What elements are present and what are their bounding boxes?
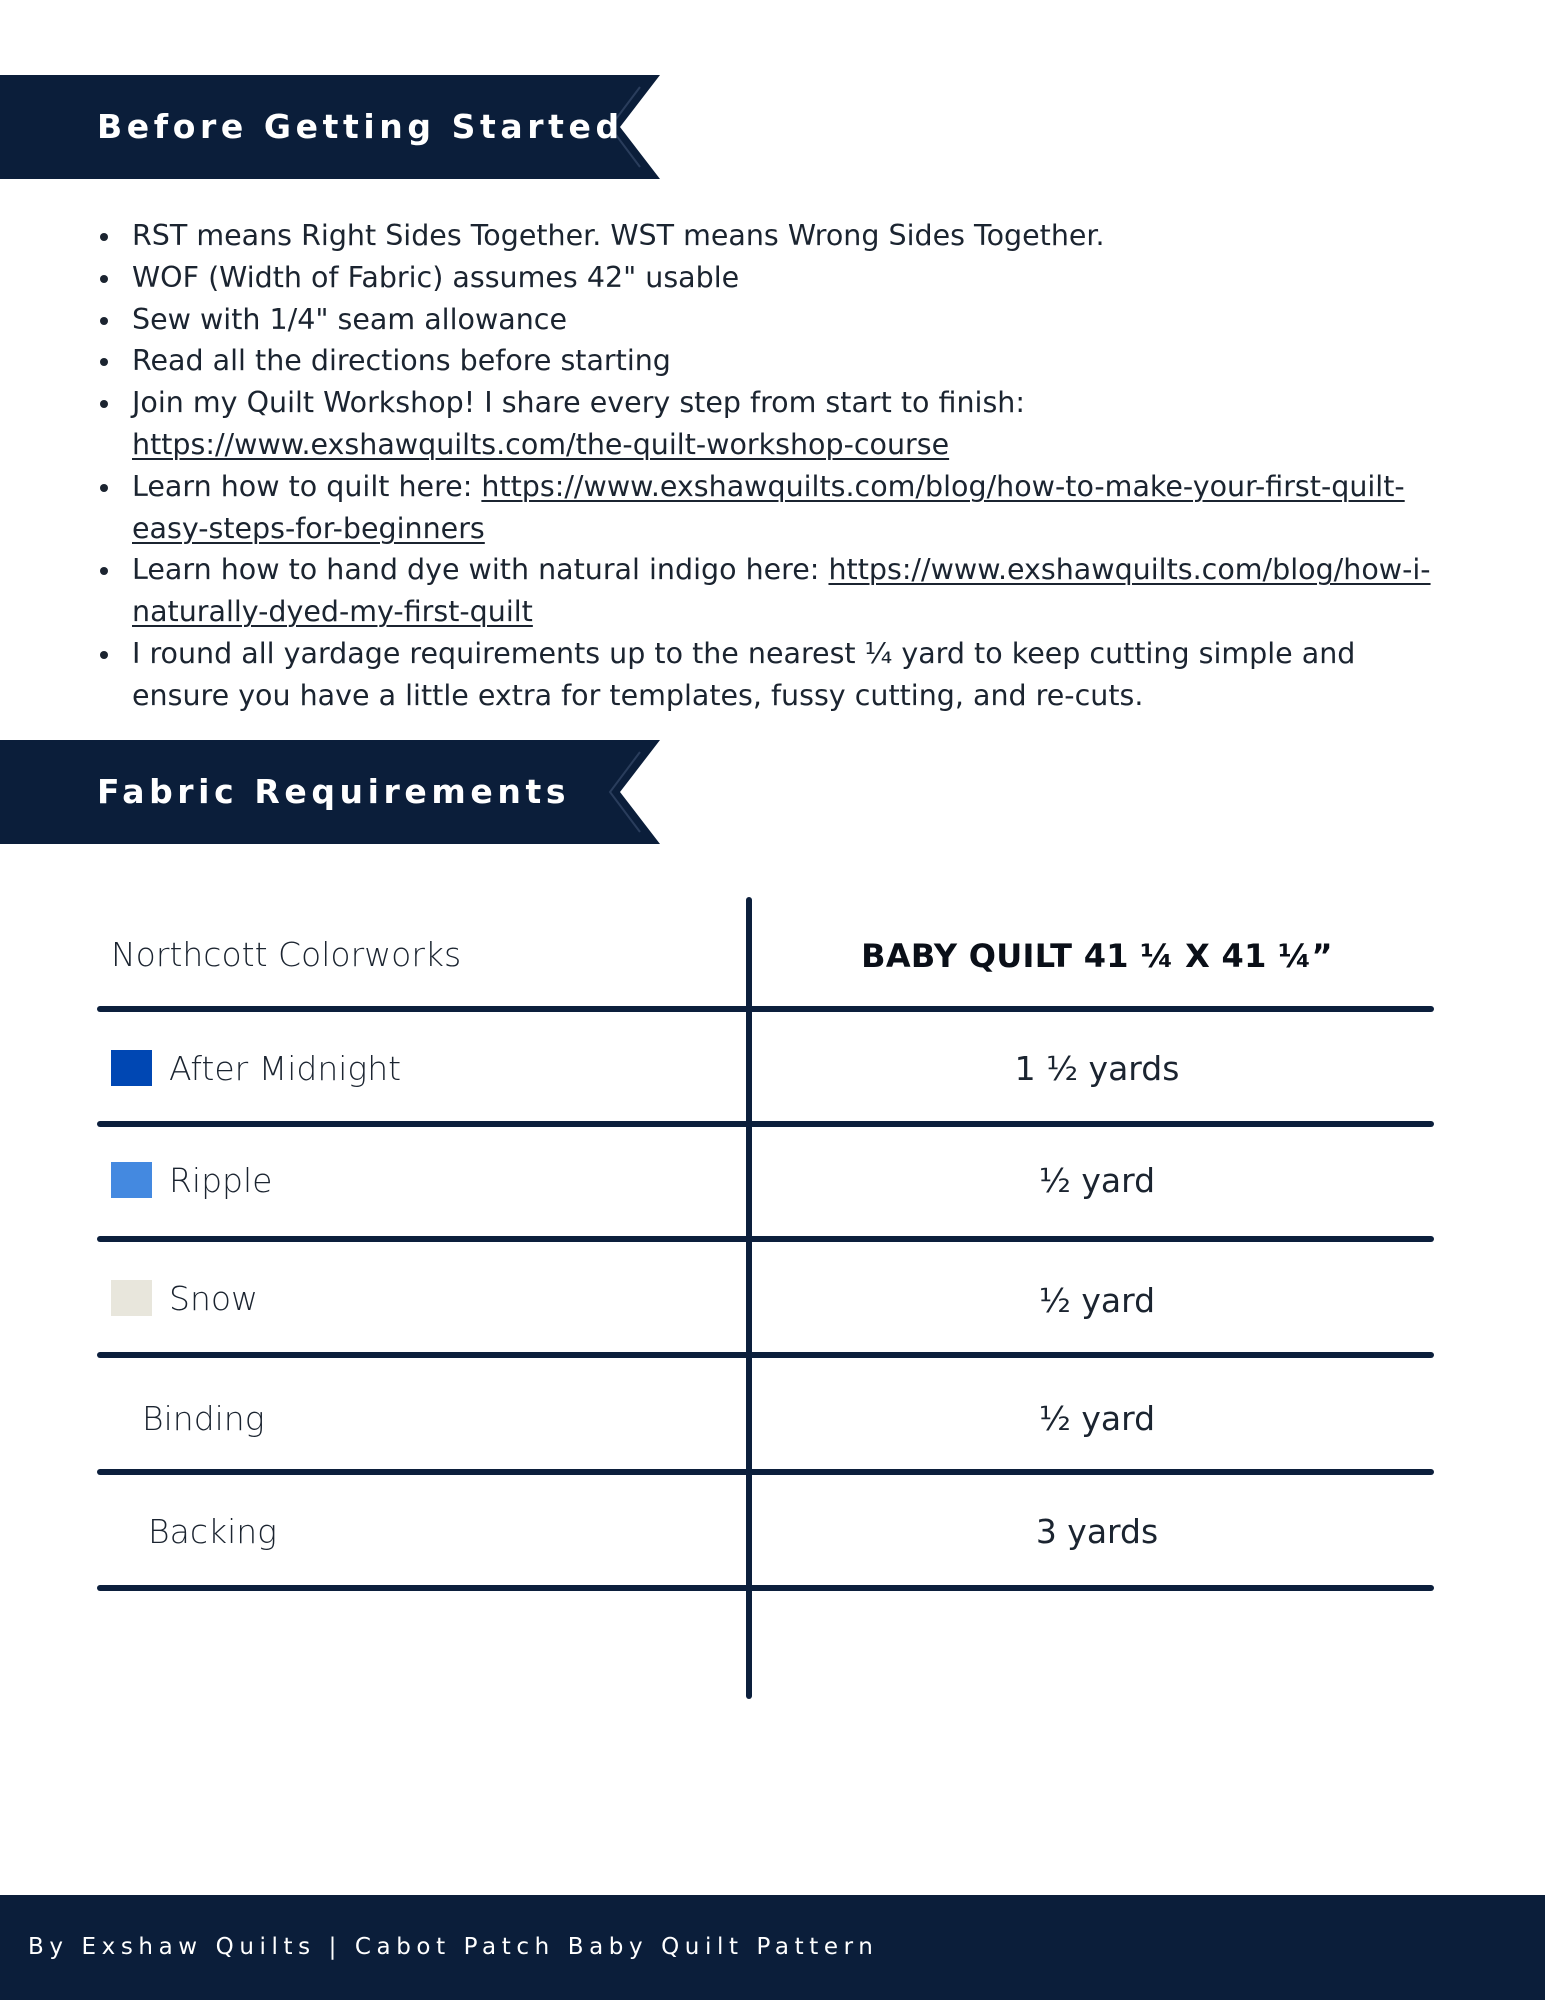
fabric-amount bbox=[760, 1244, 1434, 1356]
list-item: Join my Quilt Workshop! I share every step from start to finish: https://www.exshawquilts.com/the-quilt-workshop-course bbox=[97, 382, 1437, 466]
section-banner-fabric-requirements bbox=[0, 740, 660, 844]
table-row bbox=[111, 1475, 768, 1587]
quilt-size-label: BABY QUILT 41 ¼ X 41 ¼” bbox=[861, 937, 1333, 975]
table-row bbox=[111, 1012, 731, 1124]
table-row-divider bbox=[97, 1585, 1434, 1591]
fabric-name: Binding bbox=[142, 1398, 265, 1438]
section-title: Before Getting Started bbox=[97, 107, 624, 146]
fabric-name: Snow bbox=[169, 1278, 259, 1318]
list-item: WOF (Width of Fabric) assumes 42" usable bbox=[97, 257, 1437, 299]
table-row bbox=[111, 1362, 762, 1474]
fabric-amount bbox=[760, 1362, 1434, 1474]
table-row bbox=[111, 1242, 731, 1354]
table-header-left bbox=[111, 898, 731, 1010]
learn-to-quilt-link[interactable]: https://www.exshawquilts.com/blog/how-to-make-your-first-quilt-easy-steps-for-beginners bbox=[132, 469, 1405, 545]
amount-value: ½ yard bbox=[1038, 1160, 1156, 1200]
fabric-name: Ripple bbox=[169, 1160, 273, 1200]
footer-credit: By Exshaw Quilts | Cabot Patch Baby Quilt Pattern bbox=[28, 1934, 879, 1960]
fabric-name: Backing bbox=[148, 1511, 277, 1551]
color-swatch bbox=[111, 1162, 152, 1198]
header-label: Northcott Colorworks bbox=[111, 934, 462, 974]
list-item: I round all yardage requirements up to the nearest ¼ yard to keep cutting simple and ensure you have a little extra for templates, fussy cutting, and re-cuts. bbox=[97, 633, 1437, 717]
list-item: Learn how to quilt here: https://www.exshawquilts.com/blog/how-to-make-your-first-quilt-easy-steps-for-beginners bbox=[97, 466, 1437, 550]
list-item: Read all the directions before starting bbox=[97, 340, 1437, 382]
color-swatch bbox=[111, 1050, 152, 1086]
amount-value: 3 yards bbox=[1035, 1511, 1159, 1551]
fabric-name: After Midnight bbox=[169, 1048, 402, 1088]
table-row-divider bbox=[97, 1352, 1434, 1358]
workshop-link[interactable]: https://www.exshawquilts.com/the-quilt-workshop-course bbox=[132, 427, 950, 461]
instructions-list bbox=[97, 215, 1437, 717]
amount-value: 1 ½ yards bbox=[1014, 1048, 1180, 1088]
indigo-dye-link[interactable]: https://www.exshawquilts.com/blog/how-i-naturally-dyed-my-first-quilt bbox=[132, 553, 1431, 629]
list-item: Sew with 1/4" seam allowance bbox=[97, 299, 1437, 341]
fabric-amount bbox=[760, 1124, 1434, 1236]
page-footer bbox=[0, 1895, 1545, 2000]
list-item: RST means Right Sides Together. WST means Wrong Sides Together. bbox=[97, 215, 1437, 257]
color-swatch bbox=[111, 1280, 152, 1316]
fabric-amount bbox=[760, 1475, 1434, 1587]
amount-value: ½ yard bbox=[1038, 1398, 1156, 1438]
list-item: Learn how to hand dye with natural indigo here: https://www.exshawquilts.com/blog/how-i-naturally-dyed-my-first-quilt bbox=[97, 549, 1437, 633]
amount-value: ½ yard bbox=[1038, 1280, 1156, 1320]
section-title: Fabric Requirements bbox=[97, 772, 571, 811]
table-row bbox=[111, 1124, 731, 1236]
fabric-amount bbox=[760, 1012, 1434, 1124]
table-header-right bbox=[760, 900, 1434, 1012]
section-banner-before-getting-started bbox=[0, 75, 660, 179]
